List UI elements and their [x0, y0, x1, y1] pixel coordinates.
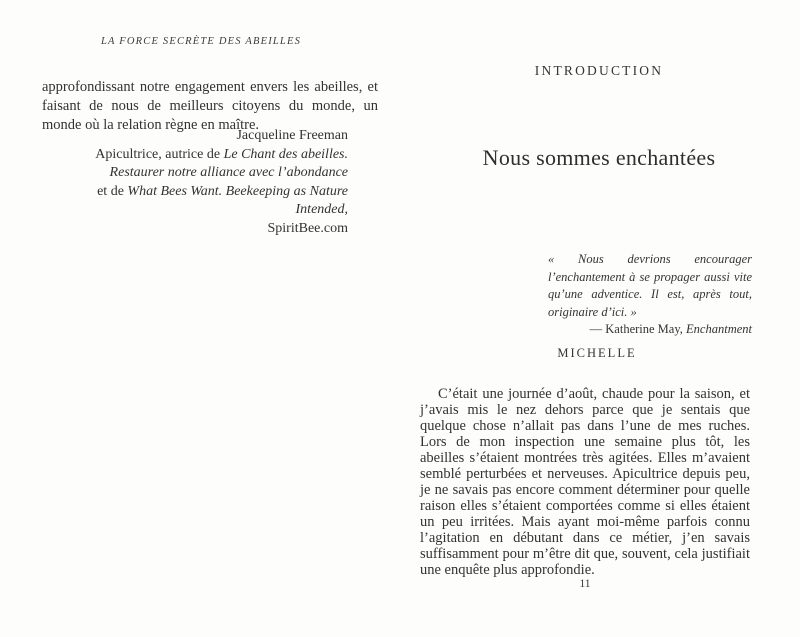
section-label: INTRODUCTION	[534, 63, 664, 78]
attribution-line: et de What Bees Want. Beekeeping as Nature Intended,	[97, 183, 348, 217]
speaker-heading: MICHELLE	[557, 346, 637, 360]
chapter-title: Nous sommes enchantées	[482, 145, 716, 170]
running-head: LA FORCE SECRÈTE DES ABEILLES	[100, 36, 302, 47]
epigraph-attribution: — Katherine May, Enchantment	[589, 322, 752, 336]
left-body-paragraph: approfondissant notre engagement envers les abeilles, et faisant de nous de meilleurs citoyens du monde, un monde où la relation règne en maître.	[42, 78, 378, 133]
epigraph	[548, 251, 752, 339]
attribution-line: Restaurer notre alliance avec l’abondance	[109, 165, 348, 180]
attribution-line: Jacqueline Freeman	[236, 128, 348, 143]
epigraph-quote: « Nous devrions encourager l’enchantement à se propager aussi vite qu’une adventice. Il est, après tout, originaire d’ici. »	[548, 252, 752, 319]
author-attribution	[42, 127, 378, 238]
right-body-paragraph: C’était une journée d’août, chaude pour la saison, et j’avais mis le nez dehors parce que je sentais que quelque chose n’allait pas dans l’une de mes ruches. Lors de mon inspection une semaine plus tôt, les abeilles s’étaient montrées très agitées. Elles m’avaient semblé perturbées et nerveuses. Apicultrice depuis peu, je ne savais pas encore comment déterminer pour quelle raison elles s’étaient comportées comme si elles étaient un peu irritées. Mais ayant moi-même parfois connu l’agitation en débutant dans ce métier, j’en savais suffisamment pour m’être dit que, souvent, cela justifiait une enquête plus approfondie.	[420, 385, 750, 578]
attribution-line: SpiritBee.com	[267, 220, 348, 236]
attribution-line: Apicultrice, autrice de Le Chant des abeilles.	[95, 146, 348, 162]
page-number: 11	[579, 578, 591, 590]
